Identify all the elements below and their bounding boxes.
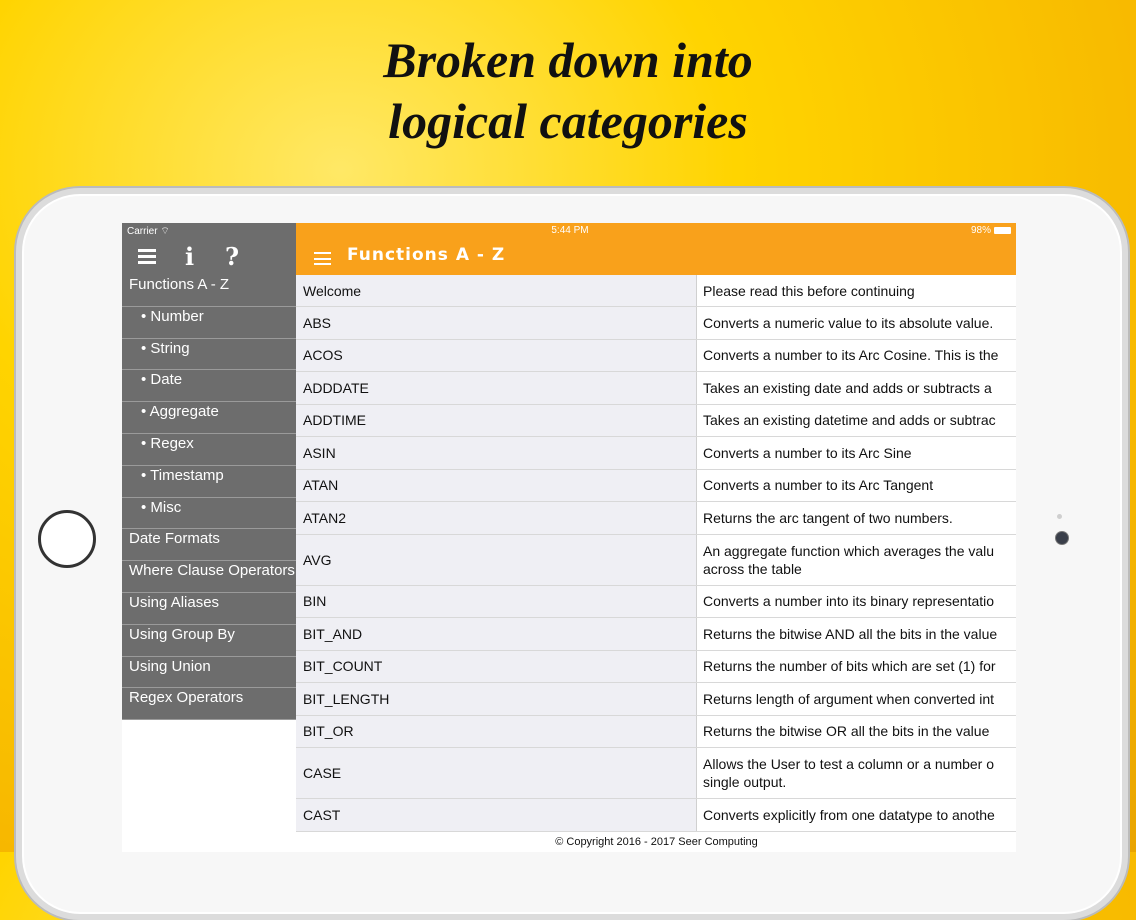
sidebar-item[interactable]: Using Union [122, 657, 296, 689]
sidebar-item[interactable]: • Regex [122, 434, 296, 466]
table-row[interactable] [296, 618, 1016, 651]
sidebar [122, 223, 296, 852]
table-row[interactable] [296, 535, 1016, 586]
table-row[interactable] [296, 502, 1016, 535]
main-menu-icon[interactable] [314, 252, 331, 269]
table-row[interactable] [296, 651, 1016, 684]
table-row[interactable] [296, 748, 1016, 799]
function-description: An aggregate function which averages the valu across the table [703, 542, 995, 577]
sidebar-item[interactable]: Using Aliases [122, 593, 296, 625]
camera-icon [1055, 531, 1069, 545]
table-row[interactable] [296, 307, 1016, 340]
function-name: ADDTIME [296, 405, 697, 437]
function-description: Converts a number to its Arc Cosine. This is the [703, 347, 999, 364]
wifi-icon: ⌔ [160, 226, 170, 237]
table-row[interactable] [296, 437, 1016, 470]
function-description: Returns length of argument when converted int [703, 690, 995, 707]
table-row[interactable] [296, 586, 1016, 619]
app-screen [122, 223, 1016, 852]
function-description: Converts explicitly from one datatype to anothe [703, 806, 995, 823]
function-description: Returns the bitwise OR all the bits in the value [703, 723, 990, 740]
function-description: Converts a number to its Arc Tangent [703, 477, 934, 494]
function-name: BIT_COUNT [296, 651, 697, 683]
function-description: Returns the number of bits which are set (1) for [703, 658, 996, 675]
table-row[interactable] [296, 716, 1016, 749]
function-description: Returns the bitwise AND all the bits in the value [703, 625, 998, 642]
function-name: ABS [296, 307, 697, 339]
home-button[interactable] [38, 510, 96, 568]
sidebar-item[interactable]: Regex Operators [122, 688, 296, 720]
status-battery: 98% [971, 225, 1011, 236]
copyright-text: © Copyright 2016 - 2017 Seer Computing [555, 836, 758, 848]
page-title: Functions A - Z [347, 245, 506, 265]
sidebar-item[interactable]: • String [122, 339, 296, 371]
table-row[interactable] [296, 683, 1016, 716]
function-name: ASIN [296, 437, 697, 469]
function-description: Please read this before continuing [703, 282, 915, 299]
sidebar-item[interactable]: Date Formats [122, 529, 296, 561]
function-description: Takes an existing date and adds or subtracts a [703, 379, 992, 396]
sidebar-menu [122, 275, 296, 720]
function-name: ADDDATE [296, 372, 697, 404]
function-name: BIN [296, 586, 697, 618]
headline-line-2: logical categories [388, 93, 748, 149]
function-description: Converts a number to its Arc Sine [703, 444, 912, 461]
function-name: ATAN [296, 470, 697, 502]
sidebar-item[interactable]: • Aggregate [122, 402, 296, 434]
hamburger-menu-icon[interactable] [138, 249, 156, 263]
function-name: BIT_AND [296, 618, 697, 650]
function-description: Converts a number into its binary representatio [703, 593, 995, 610]
sidebar-item[interactable]: • Date [122, 370, 296, 402]
table-row[interactable] [296, 470, 1016, 503]
function-description: Returns the arc tangent of two numbers. [703, 509, 953, 526]
sidebar-item[interactable]: Functions A - Z [122, 275, 296, 307]
function-description: Converts a numeric value to its absolute value. [703, 314, 994, 331]
function-name: AVG [296, 535, 697, 585]
table-row[interactable] [296, 372, 1016, 405]
sidebar-item[interactable]: • Timestamp [122, 466, 296, 498]
function-description: Takes an existing datetime and adds or subtrac [703, 412, 996, 429]
sidebar-item[interactable]: • Misc [122, 498, 296, 530]
sidebar-toolbar [122, 223, 296, 275]
function-description: Allows the User to test a column or a number o single output. [703, 756, 995, 790]
headline-line-1: Broken down into [383, 32, 753, 88]
carrier-label: Carrier ⌔ [127, 226, 170, 237]
table-row[interactable] [296, 340, 1016, 373]
sidebar-item[interactable]: • Number [122, 307, 296, 339]
table-row[interactable] [296, 405, 1016, 438]
sidebar-item[interactable]: Where Clause Operators [122, 561, 296, 593]
battery-icon [994, 227, 1011, 234]
table-row[interactable] [296, 799, 1016, 832]
sensor-dot [1057, 514, 1062, 519]
function-name: Welcome [296, 275, 697, 306]
headline [0, 30, 1136, 152]
function-name: CASE [296, 748, 697, 798]
function-name: ACOS [296, 340, 697, 372]
status-time: 5:44 PM [551, 225, 589, 236]
help-icon[interactable]: ? [225, 242, 240, 271]
function-name: ATAN2 [296, 502, 697, 534]
table-row[interactable] [296, 275, 1016, 307]
main-header [296, 223, 1016, 275]
info-icon[interactable]: i [185, 242, 195, 271]
sidebar-item[interactable]: Using Group By [122, 625, 296, 657]
functions-table [296, 275, 1016, 852]
footer [122, 832, 1016, 852]
function-name: BIT_OR [296, 716, 697, 748]
function-name: BIT_LENGTH [296, 683, 697, 715]
function-name: CAST [296, 799, 697, 831]
main-panel [296, 223, 1016, 852]
